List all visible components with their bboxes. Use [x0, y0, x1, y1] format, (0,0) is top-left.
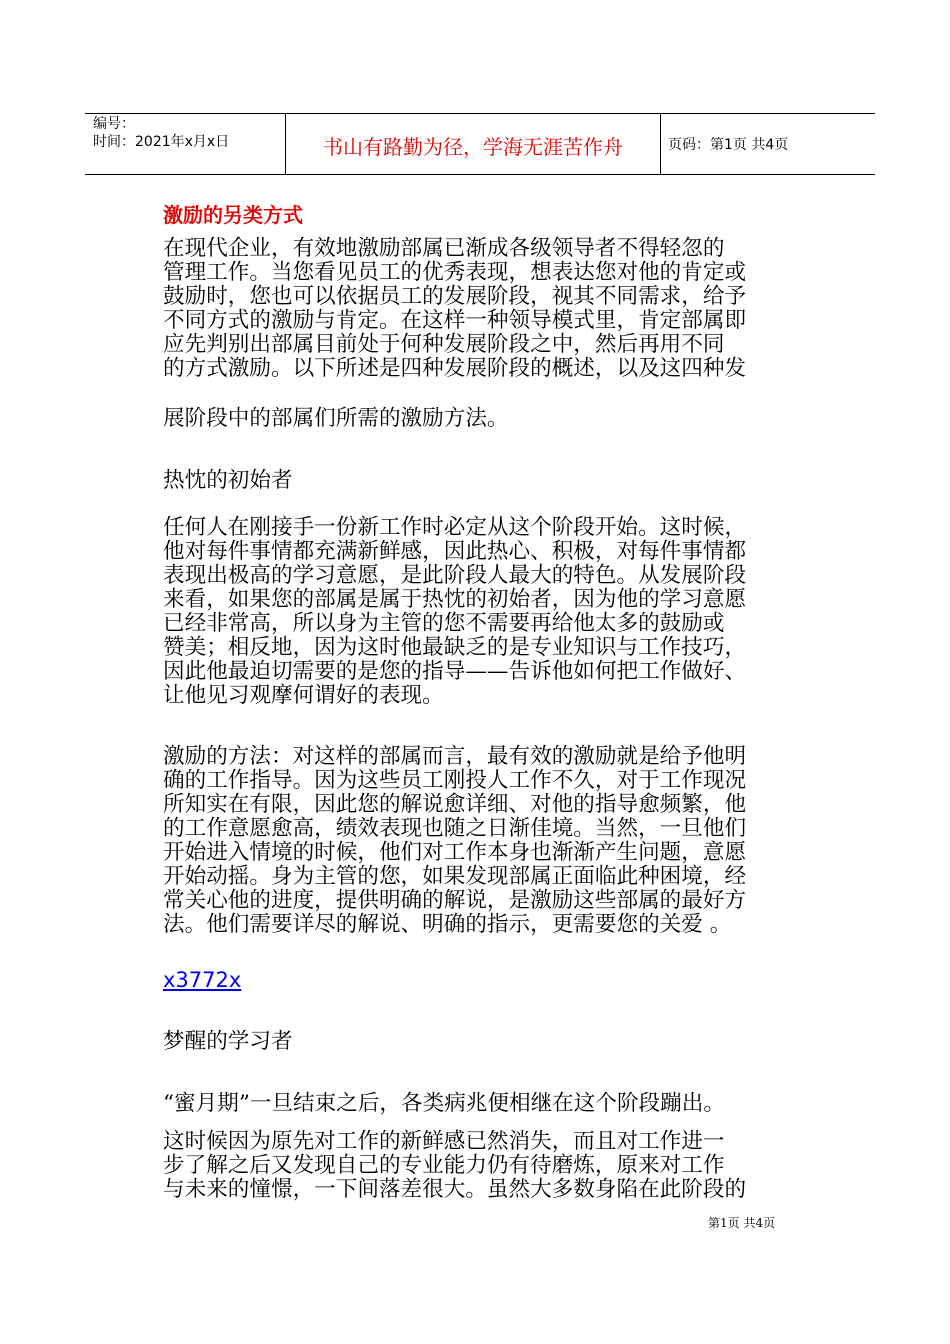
- time-label: 时间：2021年x月x日: [93, 134, 230, 150]
- text-line: 因此他最迫切需要的是您的指导——告诉他如何把工作做好、: [163, 659, 747, 684]
- section-heading: 热忱的初始者: [163, 468, 293, 493]
- text-line: 这时候因为原先对工作的新鲜感已然消失，而且对工作进一: [163, 1129, 725, 1154]
- text-line: 步了解之后又发现自己的专业能力仍有待磨炼，原来对工作: [163, 1153, 725, 1178]
- text-line: 他对每件事情都充满新鲜感，因此热心、积极，对每件事情都: [163, 539, 747, 564]
- text-line: 赞美；相反地，因为这时他最缺乏的是专业知识与工作技巧，: [163, 635, 747, 660]
- number-label: 编号：: [93, 116, 135, 132]
- text-line: 展阶段中的部属们所需的激励方法。: [163, 406, 509, 431]
- page-header: [85, 113, 875, 175]
- text-line: 应先判别出部属目前处于何种发展阶段之中，然后再用不同: [163, 332, 725, 357]
- header-motto: 书山有路勤为径，学海无涯苦作舟: [323, 135, 623, 159]
- text-line: 任何人在刚接手一份新工作时必定从这个阶段开始。这时候，: [163, 515, 747, 540]
- text-line: 已经非常高，所以身为主管的您不需要再给他太多的鼓励或: [163, 611, 725, 636]
- section-heading: 梦醒的学习者: [163, 1029, 293, 1054]
- text-line: 表现出极高的学习意愿，是此阶段人最大的特色。从发展阶段: [163, 563, 747, 588]
- text-line: 不同方式的激励与肯定。在这样一种领导模式里，肯定部属即: [163, 308, 747, 333]
- header-page-info: 页码：第1页 共4页: [668, 137, 789, 153]
- text-line: 开始动摇。身为主管的您，如果发现部属正面临此种困境，经: [163, 864, 747, 889]
- section1-heading: [163, 469, 803, 493]
- section1-body: [163, 516, 803, 708]
- text-line: 的工作意愿愈高，绩效表现也随之日渐佳境。当然，一旦他们: [163, 816, 747, 841]
- header-meta: [93, 115, 229, 151]
- text-line: 开始进入情境的时候，他们对工作本身也渐渐产生问题，意愿: [163, 840, 747, 865]
- text-line: 来看，如果您的部属是属于热忱的初始者，因为他的学习意愿: [163, 587, 747, 612]
- text-line: “蜜月期”一旦结束之后，各类病兆便相继在这个阶段蹦出。: [163, 1091, 725, 1116]
- text-line: 让他见习观摩何谓好的表现。: [163, 683, 444, 708]
- section2-heading: [163, 1030, 803, 1054]
- text-line: 管理工作。当您看见员工的优秀表现，想表达您对他的肯定或: [163, 260, 747, 285]
- text-line: 与未来的憧憬，一下间落差很大。虽然大多数身陷在此阶段的: [163, 1177, 747, 1202]
- text-line: 激励的方法：对这样的部属而言，最有效的激励就是给予他明: [163, 744, 747, 769]
- text-line: 在现代企业，有效地激励部属已渐成各级领导者不得轻忽的: [163, 236, 725, 261]
- document-title: 激励的另类方式: [163, 203, 303, 227]
- text-line: 常关心他的进度，提供明确的解说，是激励这些部属的最好方: [163, 888, 747, 913]
- text-line: 法。他们需要详尽的解说、明确的指示，更需要您的关爱 。: [163, 912, 732, 937]
- section2-body: [163, 1130, 803, 1202]
- section2-line1: [163, 1092, 803, 1116]
- intro-paragraph: [163, 237, 803, 381]
- text-line: 所知实在有限，因此您的解说愈详细、对他的指导愈频繁，他: [163, 792, 747, 817]
- reference-link[interactable]: x3772x: [163, 968, 242, 992]
- text-line: 鼓励时，您也可以依据员工的发展阶段，视其不同需求，给予: [163, 284, 747, 309]
- section1-method: [163, 745, 803, 937]
- intro-tail: [163, 407, 803, 431]
- text-line: 的方式激励。以下所述是四种发展阶段的概述，以及这四种发: [163, 356, 747, 381]
- header-divider: [660, 114, 661, 174]
- footer-page-number: 第1页 共4页: [708, 1216, 776, 1230]
- text-line: 确的工作指导。因为这些员工刚投人工作不久，对于工作现况: [163, 768, 747, 793]
